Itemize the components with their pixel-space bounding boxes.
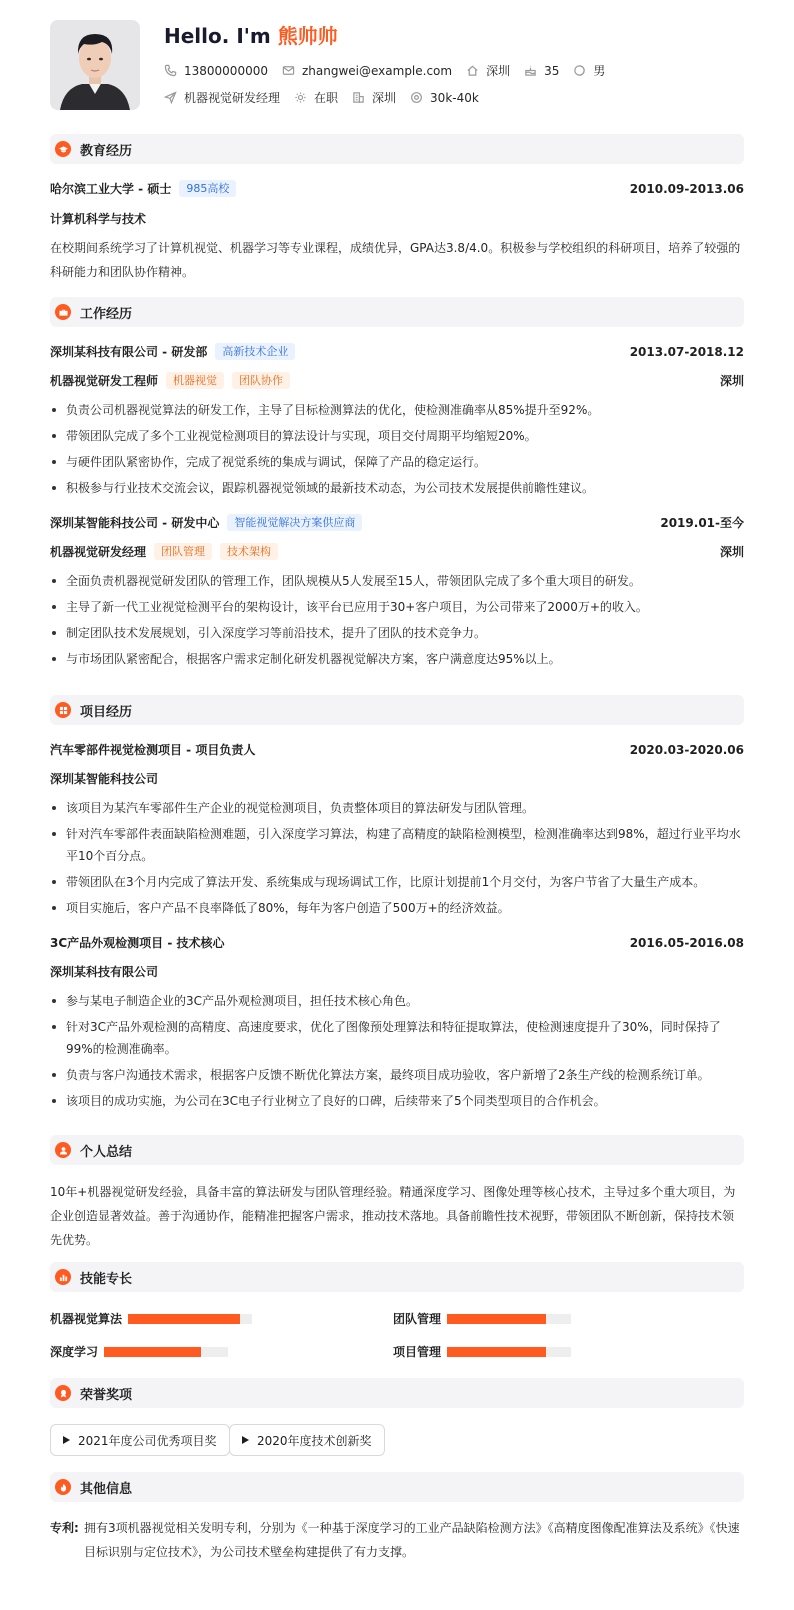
skill-item — [50, 1310, 252, 1327]
skill-item — [393, 1310, 571, 1327]
target-city-text: 深圳 — [372, 91, 397, 105]
position-item — [164, 89, 280, 106]
work-date: 2019.01-至今 — [660, 516, 744, 530]
company-name: 深圳某智能科技公司 - 研发中心 — [50, 516, 220, 530]
work-title-row — [50, 543, 744, 560]
work-company-row — [50, 343, 744, 360]
skill-bar-fill — [447, 1347, 546, 1357]
list-item: 与市场团队紧密配合，根据客户需求定制化研发机器视觉解决方案，客户满意度达95%以上。 — [50, 648, 744, 670]
skill-name: 深度学习 — [50, 1345, 99, 1359]
skill-tag: 技术架构 — [220, 543, 278, 560]
section-projects-header — [50, 695, 744, 725]
status-text: 在职 — [314, 91, 339, 105]
salary-icon — [410, 91, 423, 104]
skill-bar — [104, 1347, 228, 1357]
list-item: 参与某电子制造企业的3C产品外观检测项目，担任技术核心角色。 — [50, 990, 744, 1012]
section-title: 其他信息 — [80, 1481, 133, 1497]
project-company: 深圳某科技有限公司 — [50, 965, 159, 979]
avatar — [50, 20, 140, 110]
location-text: 深圳 — [486, 64, 511, 78]
skill-bar — [128, 1314, 252, 1324]
home-icon — [466, 64, 479, 77]
section-title: 工作经历 — [80, 306, 133, 322]
major-row — [50, 210, 744, 227]
list-item: 主导了新一代工业视觉检测平台的架构设计，该平台已应用于30+客户项目，为公司带来了2000万+的收入。 — [50, 596, 744, 618]
list-item: 该项目的成功实施，为公司在3C电子行业树立了良好的口碑，后续带来了5个同类型项目的合作机会。 — [50, 1090, 744, 1112]
skill-bar — [447, 1347, 571, 1357]
section-title: 项目经历 — [80, 704, 133, 720]
skill-name: 项目管理 — [393, 1345, 442, 1359]
career-info-row — [164, 89, 493, 106]
skill-item — [393, 1343, 571, 1360]
list-item: 全面负责机器视觉研发团队的管理工作，团队规模从5人发展至15人，带领团队完成了多个重大项目的研发。 — [50, 570, 744, 592]
project-company-row — [50, 770, 744, 787]
play-icon — [63, 1436, 70, 1444]
education-description: 在校期间系统学习了计算机视觉、机器学习等专业课程，成绩优异，GPA达3.8/4.0。积极参与学校组织的科研项目，培养了较强的科研能力和团队协作精神。 — [50, 241, 741, 279]
project-company-row — [50, 963, 744, 980]
project-date: 2016.05-2016.08 — [629, 935, 744, 950]
list-item: 带领团队完成了多个工业视觉检测项目的算法设计与实现，项目交付周期平均缩短20%。 — [50, 425, 744, 447]
skill-bar-fill — [128, 1314, 240, 1324]
gender-text: 男 — [593, 64, 606, 78]
company-tag: 高新技术企业 — [215, 343, 295, 360]
skill-bar — [447, 1314, 571, 1324]
phone-text: 13800000000 — [184, 63, 268, 78]
status-item — [294, 89, 338, 106]
award-label: 2021年度公司优秀项目奖 — [78, 1433, 217, 1448]
avatar-portrait-image — [50, 20, 140, 110]
status-gear-icon — [294, 91, 307, 104]
work-date: 2013.07-2018.12 — [629, 344, 744, 359]
candidate-name: 熊帅帅 — [277, 24, 338, 48]
project-bullet-list — [50, 797, 744, 923]
section-awards-header — [50, 1378, 744, 1408]
location-item — [466, 62, 510, 79]
work-company-row — [50, 514, 744, 531]
list-item: 与硬件团队紧密协作，完成了视觉系统的集成与调试，保障了产品的稳定运行。 — [50, 451, 744, 473]
work-city: 深圳 — [719, 374, 744, 388]
position-text: 机器视觉研发经理 — [184, 91, 281, 105]
graduation-cap-icon — [55, 141, 71, 157]
phone-item — [164, 64, 268, 78]
list-item: 负责公司机器视觉算法的研发工作，主导了目标检测算法的优化，使检测准确率从85%提升至92%。 — [50, 399, 744, 421]
list-item: 针对3C产品外观检测的高精度、高速度要求，优化了图像预处理算法和特征提取算法，使检测速度提升了30%，同时保持了99%的检测准确率。 — [50, 1016, 744, 1060]
skill-tag: 团队协作 — [232, 372, 290, 389]
flame-icon — [55, 1479, 71, 1495]
skill-bar-fill — [104, 1347, 201, 1357]
company-tag: 智能视觉解决方案供应商 — [227, 514, 362, 531]
list-item: 该项目为某汽车零部件生产企业的视觉检测项目，负责整体项目的算法研发与团队管理。 — [50, 797, 744, 819]
project-company: 深圳某智能科技公司 — [50, 772, 159, 786]
salary-text: 30k-40k — [430, 90, 479, 105]
section-education-header — [50, 134, 744, 164]
summary-text: 10年+机器视觉研发经验，具备丰富的算法研发与团队管理经验。精通深度学习、图像处理等核心技术，主导过多个重大项目，为企业创造显著效益。善于沟通协作，能精准把握客户需求，推动技术落地。具备前瞻性技术视野，带领团队不断创新，保持技术领先优势。 — [50, 1185, 736, 1247]
list-item: 带领团队在3个月内完成了算法开发、系统集成与现场调试工作，比原计划提前1个月交付，为客户节省了大量生产成本。 — [50, 871, 744, 893]
list-item: 项目实施后，客户产品不良率降低了80%，每年为客户创造了500万+的经济效益。 — [50, 897, 744, 919]
gender-item — [573, 62, 605, 79]
grid-icon — [55, 702, 71, 718]
skill-item — [50, 1343, 228, 1360]
skill-tag: 团队管理 — [154, 543, 212, 560]
patent-text: 拥有3项机器视觉相关发明专利，分别为《一种基于深度学习的工业产品缺陷检测方法》《高精度图像配准算法及系统》《快速目标识别与定位技术》，为公司技术壁垒构建提供了有力支撑。 — [84, 1521, 740, 1559]
project-bullet-list — [50, 990, 744, 1116]
list-item: 针对汽车零部件表面缺陷检测难题，引入深度学习算法，构建了高精度的缺陷检测模型，检测准确率达到98%，超过行业平均水平10个百分点。 — [50, 823, 744, 867]
school-tag: 985高校 — [179, 180, 236, 197]
patent-label: 专利: — [50, 1521, 79, 1535]
user-icon — [55, 1142, 71, 1158]
send-icon — [164, 91, 177, 104]
education-date: 2010.09-2013.06 — [629, 181, 744, 196]
education-row — [50, 180, 744, 197]
work-bullet-list — [50, 570, 744, 674]
section-title: 荣誉奖项 — [80, 1387, 133, 1403]
company-name: 深圳某科技有限公司 - 研发部 — [50, 345, 208, 359]
skill-name: 机器视觉算法 — [50, 1312, 123, 1326]
section-title: 教育经历 — [80, 143, 133, 159]
mail-icon — [282, 64, 295, 77]
job-title: 机器视觉研发工程师 — [50, 374, 159, 388]
salary-item — [410, 91, 479, 105]
phone-icon — [164, 64, 177, 77]
briefcase-icon — [55, 304, 71, 320]
skill-tag: 机器视觉 — [166, 372, 224, 389]
work-city: 深圳 — [719, 545, 744, 559]
award-icon — [55, 1385, 71, 1401]
work-bullet-list — [50, 399, 744, 503]
section-title: 技能专长 — [80, 1271, 133, 1287]
skill-name: 团队管理 — [393, 1312, 442, 1326]
building-icon — [352, 91, 365, 104]
list-item: 积极参与行业技术交流会议，跟踪机器视觉领域的最新技术动态，为公司技术发展提供前瞻性建议。 — [50, 477, 744, 499]
work-title-row — [50, 372, 744, 389]
cake-icon — [524, 64, 537, 77]
age-text: 35 — [544, 63, 560, 78]
project-date: 2020.03-2020.06 — [629, 742, 744, 757]
email-item — [282, 64, 452, 78]
award-label: 2020年度技术创新奖 — [257, 1433, 372, 1448]
project-name: 3C产品外观检测项目 - 技术核心 — [50, 936, 225, 950]
section-other-header — [50, 1472, 744, 1502]
section-title: 个人总结 — [80, 1144, 133, 1160]
list-item: 制定团队技术发展规划，引入深度学习等前沿技术，提升了团队的技术竞争力。 — [50, 622, 744, 644]
award-chip[interactable] — [50, 1424, 230, 1456]
skill-bar-fill — [447, 1314, 546, 1324]
job-title: 机器视觉研发经理 — [50, 545, 147, 559]
bar-chart-icon — [55, 1269, 71, 1285]
contact-info-row — [164, 62, 619, 79]
school-name: 哈尔滨工业大学 - 硕士 — [50, 182, 172, 196]
page-title — [164, 20, 338, 49]
section-work-header — [50, 297, 744, 327]
list-item: 负责与客户沟通技术需求，根据客户反馈不断优化算法方案，最终项目成功验收，客户新增了2条生产线的检测系统订单。 — [50, 1064, 744, 1086]
gender-icon — [573, 64, 586, 77]
section-skills-header — [50, 1262, 744, 1292]
major-name: 计算机科学与技术 — [50, 212, 147, 226]
section-summary-header — [50, 1135, 744, 1165]
project-name-row — [50, 741, 744, 758]
target-city-item — [352, 89, 396, 106]
project-name: 汽车零部件视觉检测项目 - 项目负责人 — [50, 743, 256, 757]
age-item — [524, 64, 559, 78]
project-name-row — [50, 934, 744, 951]
email-text: zhangwei@example.com — [301, 63, 453, 78]
play-icon — [242, 1436, 249, 1444]
award-chip[interactable] — [229, 1424, 385, 1456]
greeting-text: Hello. I'm — [164, 24, 271, 48]
